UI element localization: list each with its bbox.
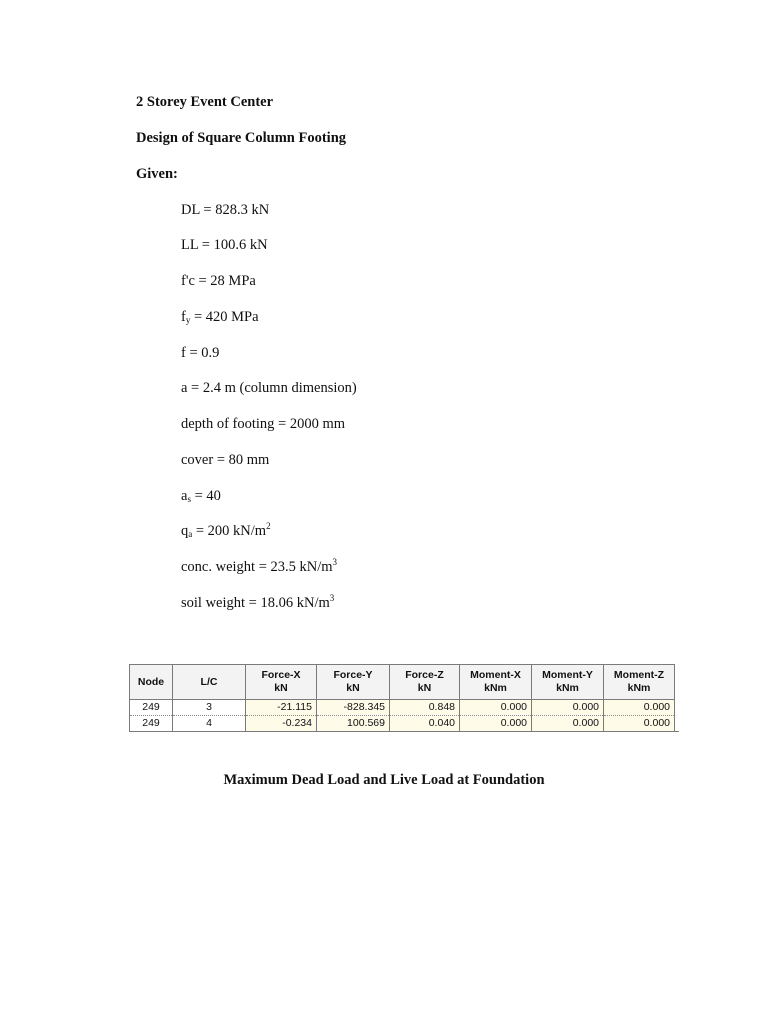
header-node: Node [130, 665, 173, 700]
given-reduction-factor: f = 0.9 [181, 345, 220, 361]
soil-superscript: 3 [329, 593, 335, 603]
cell-node: 249 [130, 716, 173, 732]
cell-moment-z: 0.000 [604, 700, 675, 716]
given-column-dimension: a = 2.4 m (column dimension) [181, 380, 357, 396]
results-table-screenshot [129, 664, 679, 732]
conc-superscript: 3 [332, 557, 338, 567]
fy-symbol: f [181, 309, 186, 325]
qa-superscript: 2 [266, 521, 271, 531]
document-title: 2 Storey Event Center [136, 94, 274, 110]
cell-force-x: -21.115 [246, 700, 317, 716]
header-moment-z: Moment-Z kNm [604, 665, 675, 700]
cell-force-y: 100.569 [317, 716, 390, 732]
given-steel-yield [181, 309, 259, 326]
results-table [129, 664, 675, 732]
as-value: = 40 [190, 488, 221, 504]
header-force-z: Force-Z kN [390, 665, 460, 700]
document-subtitle: Design of Square Column Footing [136, 130, 347, 146]
cell-moment-x: 0.000 [460, 700, 532, 716]
table-row [130, 716, 675, 732]
table-row [130, 700, 675, 716]
cell-moment-x: 0.000 [460, 716, 532, 732]
table-caption: Maximum Dead Load and Live Load at Foundation [223, 772, 545, 788]
given-soil-weight [181, 595, 334, 612]
cell-force-x: -0.234 [246, 716, 317, 732]
as-subscript: s [187, 494, 191, 504]
given-live-load: LL = 100.6 kN [181, 237, 268, 253]
cell-moment-y: 0.000 [532, 716, 604, 732]
cell-moment-z: 0.000 [604, 716, 675, 732]
given-footing-depth: depth of footing = 2000 mm [181, 416, 346, 432]
header-force-x: Force-X kN [246, 665, 317, 700]
cell-load-case: 4 [173, 716, 246, 732]
given-label: Given: [136, 166, 178, 182]
fy-value: = 420 MPa [190, 309, 259, 325]
given-concrete-strength: f'c = 28 MPa [181, 273, 256, 289]
cell-force-y: -828.345 [317, 700, 390, 716]
fy-subscript: y [185, 315, 191, 325]
table-bottom-border [129, 731, 679, 732]
conc-value: conc. weight = 23.5 kN/m [181, 559, 333, 575]
qa-symbol: q [181, 523, 189, 539]
given-dead-load: DL = 828.3 kN [181, 202, 270, 218]
header-moment-x: Moment-X kNm [460, 665, 532, 700]
given-alpha-s [181, 488, 221, 505]
cell-moment-y: 0.000 [532, 700, 604, 716]
table-header-row [130, 665, 675, 700]
qa-subscript: a [188, 529, 193, 539]
header-moment-y: Moment-Y kNm [532, 665, 604, 700]
given-concrete-weight [181, 559, 337, 576]
soil-value: soil weight = 18.06 kN/m [181, 595, 330, 611]
header-load-case: L/C [173, 665, 246, 700]
qa-value: = 200 kN/m [192, 523, 267, 539]
cell-force-z: 0.040 [390, 716, 460, 732]
given-allowable-soil-pressure [181, 523, 271, 540]
cell-load-case: 3 [173, 700, 246, 716]
given-cover: cover = 80 mm [181, 452, 270, 468]
header-force-y: Force-Y kN [317, 665, 390, 700]
as-symbol: a [181, 488, 188, 504]
cell-node: 249 [130, 700, 173, 716]
cell-force-z: 0.848 [390, 700, 460, 716]
